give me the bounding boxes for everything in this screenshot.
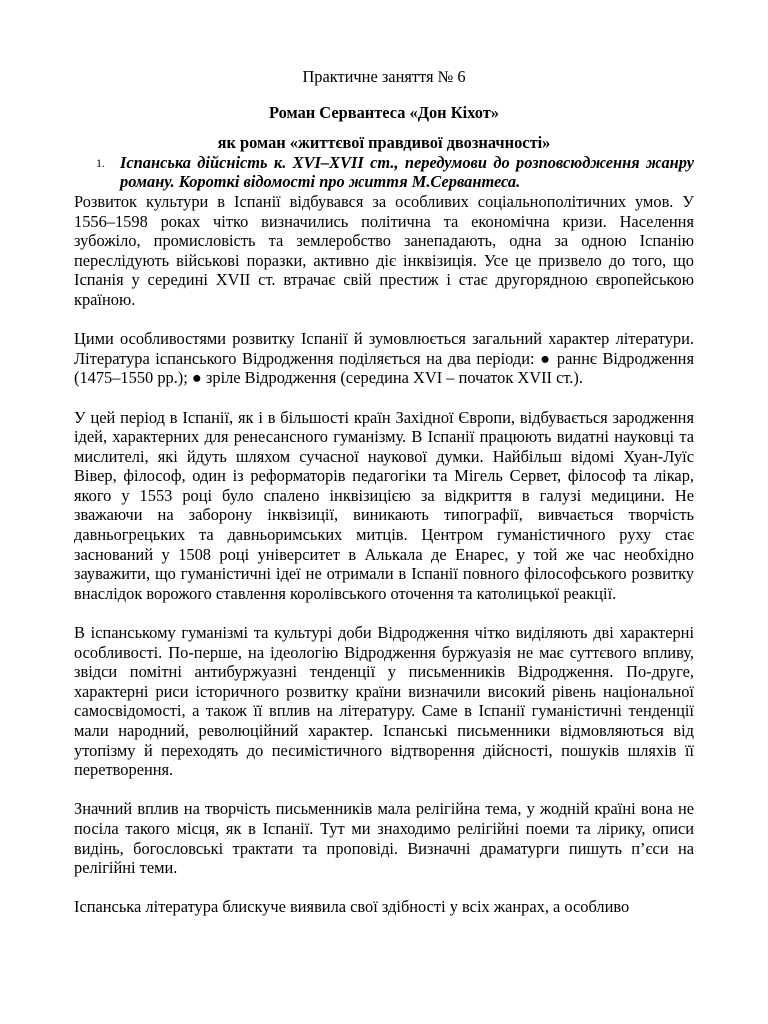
- paragraph: Цими особливостями розвитку Іспанії й зумовлюється загальний характер літератури. Література іспанського Відродження поділяється на два періоди: ● раннє Відродження (1475–1550 рр.); ● зріле Відродження (середина XVI – початок XVII ст.).: [74, 329, 694, 388]
- list-item-number: 1.: [96, 155, 105, 170]
- paragraph: Іспанська література блискуче виявила свої здібності у всіх жанрах, а особливо: [74, 897, 630, 917]
- document-title: Практичне заняття № 6: [302, 67, 466, 86]
- document-subtitle-2: як роман «життєвої правдивої двозначності»: [217, 133, 551, 153]
- paragraph: Розвиток культури в Іспанії відбувався за особливих соціальнополітичних умов. У 1556–1598 роках чітко визначились політична та економічна кризи. Населення зубожіло, промисловість та землеробство занепадають, одна за одною Іспанію переслідують військові поразки, активно діє інквізиція. Усе це призвело до того, що Іспанія у середині XVII ст. втрачає свій престиж і стає другорядною європейською країною.: [74, 191, 694, 309]
- numbered-list-item: [74, 153, 694, 192]
- document-page: [74, 67, 694, 937]
- list-item-text: Іспанська дійсність к. XVI–XVII ст., передумови до розповсюдження жанру роману. Короткі відомості про життя М.Сервантеса.: [120, 152, 694, 192]
- paragraph: В іспанському гуманізмі та культурі доби Відродження чітко виділяють дві характерні особливості. По-перше, на ідеологію Відродження буржуазія не має суттєвого впливу, звідси помітні антибуржуазні тенденції у письменників Відродження. По-друге, характерні риси історичного розвитку країни визначили високий рівень національної самосвідомості, а також її вплив на літературу. Саме в Іспанії гуманістичні тенденції мали народний, революційний характер. Іспанські письменники відмовляються від утопізму й переходять до песимістичного відтворення дійсності, пошуків шляхів її перетворення.: [74, 623, 694, 780]
- paragraph: Значний вплив на творчість письменників мала релігійна тема, у жодній країні вона не посіла такого місця, як в Іспанії. Тут ми знаходимо релігійні поеми та лірику, описи видінь, богословські трактати та проповіді. Визначні драматурги пишуть п’єси на релігійні теми.: [74, 799, 694, 878]
- document-subtitle: Роман Сервантеса «Дон Кіхот»: [269, 102, 499, 122]
- paragraph: У цей період в Іспанії, як і в більшості країн Західної Європи, відбувається зародження ідей, характерних для ренесансного гуманізму. В Іспанії працюють видатні науковці та мислителі, які йдуть шляхом сучасної наукової думки. Найбільш відомі Хуан-Луїс Вівер, філософ, один із реформаторів педагогіки та Мігель Сервет, філософ та лікар, якого у 1553 році було спалено інквізицією за відкриття в галузі медицини. Не зважаючи на заборону інквізиції, виникають типографії, вивчається творчість давньогрецьких та давньоримських митців. Центром гуманістичного руху стає заснований у 1508 році університет в Алькала де Енарес, у той же час необхідно зауважити, що гуманістичні ідеї не отримали в Іспанії повного філософського розвитку внаслідок ворожого ставлення королівського оточення та католицької реакції.: [74, 407, 694, 603]
